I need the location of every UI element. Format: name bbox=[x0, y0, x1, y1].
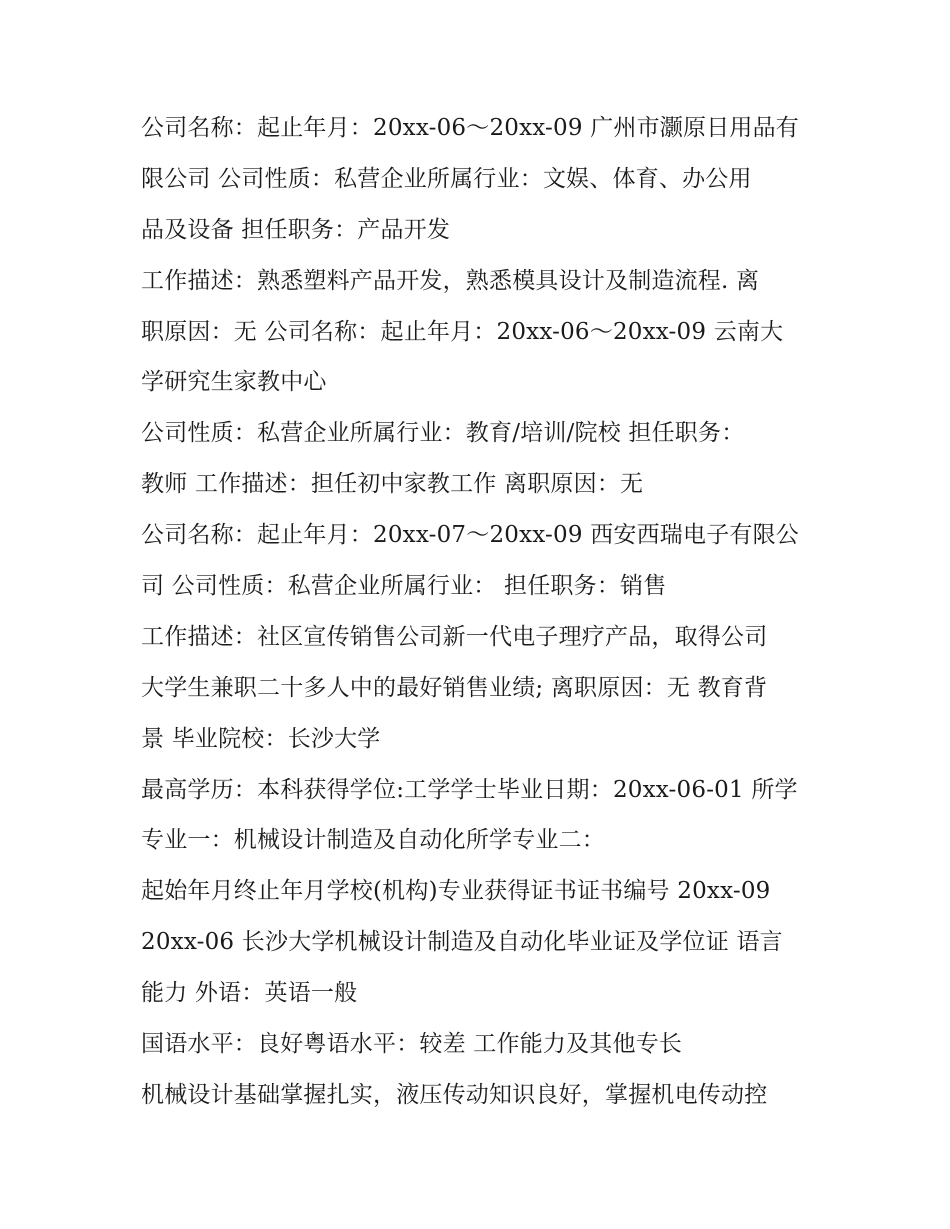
text-line: 20xx-06 长沙大学机械设计制造及自动化毕业证及学位证 语言 bbox=[141, 929, 783, 956]
text-line: 最高学历：本科获得学位:工学学士毕业日期：20xx-06-01 所学 bbox=[141, 776, 798, 803]
text-line: 大学生兼职二十多人中的最好销售业绩; 离职原因：无 教育背 bbox=[141, 674, 768, 701]
text-line: 限公司 公司性质：私营企业所属行业：文娱、体育、办公用 bbox=[141, 165, 752, 192]
text-line: 起始年月终止年月学校(机构)专业获得证书证书编号 20xx-09 bbox=[141, 878, 771, 905]
text-line: 公司名称：起止年月：20xx-06～20xx-09 广州市灏原日用品有 bbox=[141, 115, 799, 141]
text-line: 景 毕业院校：长沙大学 bbox=[141, 725, 381, 752]
text-line: 能力 外语：英语一般 bbox=[141, 980, 358, 1007]
text-line: 专业一：机械设计制造及自动化所学专业二： bbox=[141, 827, 605, 854]
text-line: 品及设备 担任职务：产品开发 bbox=[141, 216, 451, 243]
text-line: 公司名称：起止年月：20xx-07～20xx-09 西安西瑞电子有限公 bbox=[141, 522, 799, 549]
text-line: 职原因：无 公司名称：起止年月：20xx-06～20xx-09 云南大 bbox=[141, 318, 784, 345]
resume-text-block bbox=[141, 103, 831, 1121]
text-line: 国语水平：良好粤语水平：较差 工作能力及其他专长 bbox=[141, 1031, 683, 1058]
text-line: 工作描述：熟悉塑料产品开发，熟悉模具设计及制造流程. 离 bbox=[141, 267, 760, 294]
text-line: 学研究生家教中心 bbox=[141, 369, 327, 396]
text-line: 教师 工作描述：担任初中家教工作 离职原因：无 bbox=[141, 471, 644, 498]
text-line: 公司性质：私营企业所属行业：教育/培训/院校 担任职务： bbox=[141, 420, 745, 447]
text-line: 工作描述：社区宣传销售公司新一代电子理疗产品，取得公司 bbox=[141, 623, 768, 650]
text-line: 司 公司性质：私营企业所属行业： 担任职务：销售 bbox=[141, 573, 667, 600]
text-line: 机械设计基础掌握扎实，液压传动知识良好，掌握机电传动控 bbox=[141, 1081, 768, 1108]
